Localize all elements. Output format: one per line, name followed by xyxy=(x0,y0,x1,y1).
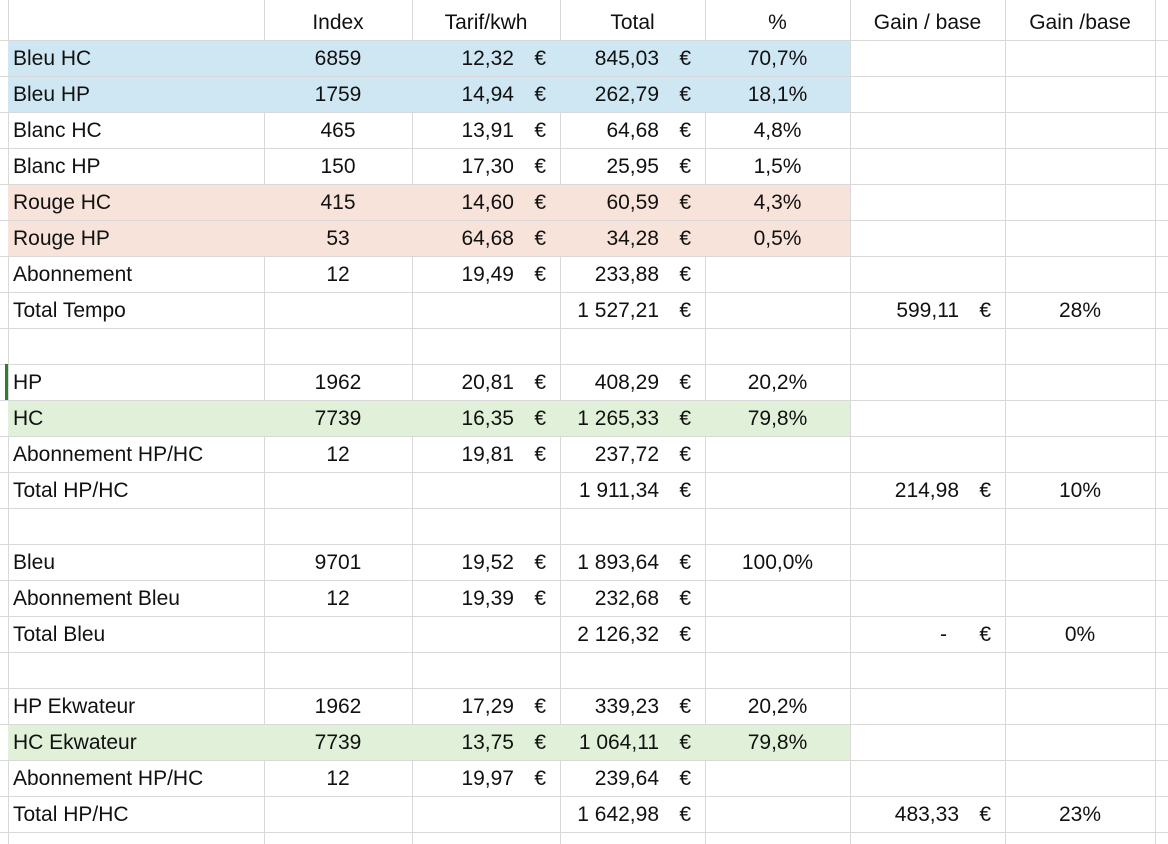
cell-total-value: 339,23 xyxy=(594,695,659,718)
currency-symbol: € xyxy=(534,443,546,466)
cell-total[interactable] xyxy=(560,41,705,76)
cell-gain[interactable] xyxy=(850,437,1005,472)
cell-gain-percent[interactable] xyxy=(1005,77,1155,112)
cell-percent[interactable] xyxy=(705,797,850,832)
cell-tarif-value: 19,97 xyxy=(461,767,514,790)
cell-tarif-value: 19,49 xyxy=(461,263,514,286)
cell-gain-percent[interactable] xyxy=(1005,689,1155,724)
cell-index[interactable]: 12 xyxy=(326,443,350,466)
currency-symbol: € xyxy=(534,407,546,430)
cell-total-value: 25,95 xyxy=(606,155,659,178)
cell-gain[interactable] xyxy=(850,545,1005,580)
cell-tarif[interactable] xyxy=(412,401,560,436)
cell-percent[interactable] xyxy=(705,509,850,544)
cell-gain-percent[interactable] xyxy=(1005,113,1155,148)
cell-gain-percent[interactable] xyxy=(1005,653,1155,688)
cell-tarif[interactable] xyxy=(412,77,560,112)
cell-gain-percent[interactable]: 0% xyxy=(1064,623,1096,646)
cell-total-value: 64,68 xyxy=(606,119,659,142)
cell-total[interactable] xyxy=(560,509,705,544)
cell-gain[interactable] xyxy=(850,149,1005,184)
currency-symbol: € xyxy=(534,119,546,142)
cell-total[interactable] xyxy=(560,77,705,112)
cell-total[interactable] xyxy=(560,329,705,364)
cell-label[interactable]: Rouge HC xyxy=(8,185,264,220)
cell-total[interactable] xyxy=(560,725,705,760)
currency-symbol: € xyxy=(534,83,546,106)
cell-total[interactable] xyxy=(560,761,705,796)
table-row xyxy=(0,509,1168,545)
currency-symbol: € xyxy=(534,191,546,214)
cell-index[interactable]: 1759 xyxy=(264,77,412,112)
header-cell-gain[interactable]: Gain / base xyxy=(873,11,982,34)
cell-tarif-value: 13,75 xyxy=(461,731,514,754)
cell-label[interactable]: Abonnement xyxy=(13,263,133,286)
cell-tarif-value: 17,30 xyxy=(461,155,514,178)
cell-total[interactable] xyxy=(560,113,705,148)
cell-tarif[interactable] xyxy=(412,653,560,688)
cell-total[interactable] xyxy=(560,293,705,328)
table-row xyxy=(0,77,1168,113)
cell-total[interactable] xyxy=(560,149,705,184)
cell-gain-percent[interactable] xyxy=(1005,437,1155,472)
cell-percent[interactable]: 79,8% xyxy=(705,725,850,760)
cell-total[interactable] xyxy=(560,545,705,580)
cell-index[interactable]: 12 xyxy=(326,587,350,610)
cell-label[interactable]: HC Ekwateur xyxy=(8,725,264,760)
cell-label[interactable]: Total Bleu xyxy=(13,623,106,646)
cell-percent[interactable]: 20,2% xyxy=(747,371,808,394)
cell-total[interactable] xyxy=(560,617,705,652)
cell-total-value: 408,29 xyxy=(594,371,659,394)
currency-symbol: € xyxy=(534,551,546,574)
cell-index[interactable]: 415 xyxy=(264,185,412,220)
cell-gain-percent[interactable] xyxy=(1005,725,1155,760)
currency-symbol: € xyxy=(679,443,691,466)
cell-gain[interactable] xyxy=(850,365,1005,400)
cell-index[interactable] xyxy=(264,473,412,508)
table-row xyxy=(0,437,1168,473)
currency-symbol: € xyxy=(679,803,691,826)
cell-label[interactable]: Bleu HC xyxy=(8,41,264,76)
cell-tarif-value: 14,60 xyxy=(461,191,514,214)
currency-symbol: € xyxy=(679,767,691,790)
cell-percent[interactable]: 1,5% xyxy=(753,155,802,178)
table-row xyxy=(0,257,1168,293)
currency-symbol: € xyxy=(679,191,691,214)
cell-gain[interactable] xyxy=(850,761,1005,796)
cell-gain[interactable] xyxy=(850,293,1005,328)
cell-label[interactable] xyxy=(8,509,264,544)
cell-tarif[interactable] xyxy=(412,689,560,724)
currency-symbol: € xyxy=(679,731,691,754)
table-row xyxy=(0,365,1168,401)
header-cell-gain-percent[interactable]: Gain /base xyxy=(1029,11,1131,34)
header-cell-label[interactable] xyxy=(8,5,264,40)
cell-tarif[interactable] xyxy=(412,761,560,796)
currency-symbol: € xyxy=(679,263,691,286)
cell-tarif[interactable] xyxy=(412,581,560,616)
cell-gain[interactable] xyxy=(850,581,1005,616)
table-row xyxy=(0,545,1168,581)
cell-gain-percent[interactable] xyxy=(1005,329,1155,364)
cell-total[interactable] xyxy=(560,437,705,472)
cell-total[interactable] xyxy=(560,473,705,508)
currency-symbol: € xyxy=(534,371,546,394)
cell-total-value: 60,59 xyxy=(606,191,659,214)
cell-index[interactable] xyxy=(264,509,412,544)
cell-gain[interactable] xyxy=(850,401,1005,436)
cell-percent[interactable] xyxy=(705,293,850,328)
table-row xyxy=(0,41,1168,77)
cell-total[interactable] xyxy=(560,653,705,688)
cell-percent[interactable] xyxy=(705,761,850,796)
cell-total[interactable] xyxy=(560,365,705,400)
cell-tarif-value: 16,35 xyxy=(461,407,514,430)
cell-label[interactable]: Blanc HP xyxy=(13,155,101,178)
cell-gain[interactable] xyxy=(850,329,1005,364)
cell-total-value: 1 527,21 xyxy=(577,299,659,322)
cell-tarif[interactable] xyxy=(412,797,560,832)
currency-symbol: € xyxy=(679,695,691,718)
cell-total[interactable] xyxy=(560,581,705,616)
cell-gain-value: 599,11 xyxy=(896,299,959,322)
cell-tarif[interactable] xyxy=(412,473,560,508)
cell-gain-percent[interactable] xyxy=(1005,401,1155,436)
cell-label[interactable]: Bleu HP xyxy=(8,77,264,112)
cell-total-value: 237,72 xyxy=(594,443,659,466)
currency-symbol: € xyxy=(679,587,691,610)
cell-tarif[interactable] xyxy=(412,293,560,328)
cell-percent[interactable]: 79,8% xyxy=(705,401,850,436)
cell-gain-percent[interactable] xyxy=(1005,185,1155,220)
cell-index[interactable] xyxy=(264,797,412,832)
cell-tarif[interactable] xyxy=(412,437,560,472)
cell-total-value: 2 126,32 xyxy=(577,623,659,646)
cell-tarif-value: 19,81 xyxy=(461,443,514,466)
cell-percent[interactable] xyxy=(705,617,850,652)
cell-total[interactable] xyxy=(560,257,705,292)
cell-percent[interactable] xyxy=(705,653,850,688)
currency-symbol: € xyxy=(534,587,546,610)
table-row xyxy=(0,221,1168,257)
cell-percent[interactable]: 4,3% xyxy=(705,185,850,220)
currency-symbol: € xyxy=(679,623,691,646)
currency-symbol: € xyxy=(679,479,691,502)
table-row xyxy=(0,653,1168,689)
cell-tarif[interactable] xyxy=(412,617,560,652)
currency-symbol: € xyxy=(534,695,546,718)
header-cell-total[interactable]: Total xyxy=(610,11,655,34)
cell-percent[interactable]: 4,8% xyxy=(753,119,802,142)
currency-symbol: € xyxy=(679,371,691,394)
cell-percent[interactable]: 100,0% xyxy=(741,551,814,574)
cell-gain[interactable] xyxy=(850,41,1005,76)
cell-total-value: 1 265,33 xyxy=(577,407,659,430)
cell-tarif[interactable] xyxy=(412,221,560,256)
cell-label[interactable] xyxy=(8,329,264,364)
cell-tarif[interactable] xyxy=(412,365,560,400)
currency-symbol: € xyxy=(534,263,546,286)
cell-tarif[interactable] xyxy=(412,113,560,148)
cell-tarif[interactable] xyxy=(412,257,560,292)
cell-index[interactable]: 150 xyxy=(320,155,356,178)
table-row xyxy=(0,473,1168,509)
currency-symbol: € xyxy=(979,479,991,502)
currency-symbol: € xyxy=(679,47,691,70)
table-row xyxy=(0,149,1168,185)
cell-gain-percent[interactable] xyxy=(1005,545,1155,580)
cell-percent[interactable] xyxy=(705,473,850,508)
cell-tarif[interactable] xyxy=(412,185,560,220)
currency-symbol: € xyxy=(534,731,546,754)
cell-label[interactable]: Bleu xyxy=(13,551,56,574)
currency-symbol: € xyxy=(979,623,991,646)
table-row xyxy=(0,689,1168,725)
cell-total-value: 233,88 xyxy=(594,263,659,286)
cell-index[interactable]: 1962 xyxy=(314,371,362,394)
cell-gain[interactable] xyxy=(850,77,1005,112)
cell-total-value: 845,03 xyxy=(594,47,659,70)
cell-index[interactable]: 12 xyxy=(326,263,350,286)
table-row xyxy=(0,401,1168,437)
cell-gain[interactable] xyxy=(850,725,1005,760)
cell-label[interactable]: HP xyxy=(13,371,43,394)
cell-index[interactable] xyxy=(264,293,412,328)
cell-gain-value: - xyxy=(940,623,947,646)
cell-label[interactable]: Total HP/HC xyxy=(13,479,129,502)
cell-index[interactable]: 465 xyxy=(320,119,356,142)
header-cell-percent[interactable]: % xyxy=(768,11,787,34)
table-row xyxy=(0,797,1168,833)
cell-gain-percent[interactable]: 23% xyxy=(1058,803,1102,826)
cell-gain-percent[interactable] xyxy=(1005,509,1155,544)
cell-gain-value: 214,98 xyxy=(894,479,959,502)
selected-cell-indicator xyxy=(5,364,8,400)
cell-percent[interactable] xyxy=(705,329,850,364)
currency-symbol: € xyxy=(679,227,691,250)
table-row xyxy=(0,725,1168,761)
cell-tarif-value: 17,29 xyxy=(461,695,514,718)
cell-label[interactable]: HP Ekwateur xyxy=(13,695,136,718)
header-cell-tarif[interactable]: Tarif/kwh xyxy=(444,11,528,34)
cell-gain[interactable] xyxy=(850,689,1005,724)
cell-total-value: 1 642,98 xyxy=(577,803,659,826)
cell-gain[interactable] xyxy=(850,257,1005,292)
cell-gain-percent[interactable] xyxy=(1005,761,1155,796)
cell-percent[interactable] xyxy=(705,257,850,292)
currency-symbol: € xyxy=(534,767,546,790)
cell-gain-percent[interactable]: 10% xyxy=(1058,479,1102,502)
cell-total[interactable] xyxy=(560,401,705,436)
header-row xyxy=(0,5,1168,41)
currency-symbol: € xyxy=(979,299,991,322)
cell-gain[interactable] xyxy=(850,653,1005,688)
currency-symbol: € xyxy=(979,803,991,826)
cell-gain-percent[interactable] xyxy=(1005,257,1155,292)
cell-total-value: 1 893,64 xyxy=(577,551,659,574)
cell-gain-percent[interactable]: 28% xyxy=(1058,299,1102,322)
cell-label[interactable]: Blanc HC xyxy=(13,119,102,142)
cell-percent[interactable] xyxy=(705,581,850,616)
cell-gain[interactable] xyxy=(850,509,1005,544)
currency-symbol: € xyxy=(534,47,546,70)
cell-label[interactable]: Abonnement HP/HC xyxy=(13,767,204,790)
cell-index[interactable]: 7739 xyxy=(264,401,412,436)
currency-symbol: € xyxy=(534,227,546,250)
cell-tarif[interactable] xyxy=(412,149,560,184)
cell-tarif-value: 20,81 xyxy=(461,371,514,394)
cell-index[interactable]: 53 xyxy=(264,221,412,256)
cell-tarif[interactable] xyxy=(412,329,560,364)
cell-tarif[interactable] xyxy=(412,725,560,760)
table-row xyxy=(0,185,1168,221)
cell-tarif[interactable] xyxy=(412,41,560,76)
cell-gain-percent[interactable] xyxy=(1005,365,1155,400)
currency-symbol: € xyxy=(679,83,691,106)
cell-total[interactable] xyxy=(560,221,705,256)
table-row xyxy=(0,293,1168,329)
table-row xyxy=(0,761,1168,797)
cell-index[interactable] xyxy=(264,653,412,688)
cell-gain-percent[interactable] xyxy=(1005,221,1155,256)
cell-total[interactable] xyxy=(560,689,705,724)
currency-symbol: € xyxy=(679,119,691,142)
table-row xyxy=(0,617,1168,653)
cell-label[interactable]: Abonnement Bleu xyxy=(13,587,180,610)
cell-index[interactable] xyxy=(264,329,412,364)
cell-percent[interactable] xyxy=(705,437,850,472)
cell-index[interactable]: 6859 xyxy=(264,41,412,76)
cell-gain-percent[interactable] xyxy=(1005,149,1155,184)
cell-index[interactable]: 1962 xyxy=(314,695,362,718)
cell-label[interactable]: Abonnement HP/HC xyxy=(13,443,204,466)
cell-total-value: 34,28 xyxy=(606,227,659,250)
cell-label[interactable]: Total Tempo xyxy=(13,299,126,322)
cell-gain[interactable] xyxy=(850,185,1005,220)
cell-index[interactable]: 7739 xyxy=(264,725,412,760)
currency-symbol: € xyxy=(679,155,691,178)
cell-gain[interactable] xyxy=(850,617,1005,652)
table-row xyxy=(0,581,1168,617)
currency-symbol: € xyxy=(534,155,546,178)
cell-label[interactable]: Total HP/HC xyxy=(13,803,129,826)
cell-tarif-value: 14,94 xyxy=(461,83,514,106)
cell-percent[interactable]: 0,5% xyxy=(705,221,850,256)
cell-gain-percent[interactable] xyxy=(1005,581,1155,616)
cell-tarif[interactable] xyxy=(412,545,560,580)
currency-symbol: € xyxy=(679,299,691,322)
cell-label[interactable]: Rouge HP xyxy=(8,221,264,256)
cell-tarif-value: 19,52 xyxy=(461,551,514,574)
table-row xyxy=(0,113,1168,149)
cell-label[interactable] xyxy=(8,653,264,688)
cell-index[interactable]: 9701 xyxy=(314,551,362,574)
cell-total[interactable] xyxy=(560,797,705,832)
cell-label[interactable]: HC xyxy=(8,401,264,436)
cell-tarif-value: 13,91 xyxy=(461,119,514,142)
header-cell-index[interactable]: Index xyxy=(312,11,364,34)
cell-total-value: 239,64 xyxy=(594,767,659,790)
cell-gain-value: 483,33 xyxy=(894,803,959,826)
table-row xyxy=(0,329,1168,365)
currency-symbol: € xyxy=(679,407,691,430)
cell-gain[interactable] xyxy=(850,797,1005,832)
cell-tarif-value: 12,32 xyxy=(461,47,514,70)
cell-tarif[interactable] xyxy=(412,509,560,544)
cell-gain-percent[interactable] xyxy=(1005,41,1155,76)
cell-total-value: 1 911,34 xyxy=(578,479,659,502)
cell-total-value: 232,68 xyxy=(594,587,659,610)
currency-symbol: € xyxy=(679,551,691,574)
cell-percent[interactable]: 70,7% xyxy=(705,41,850,76)
cell-index[interactable] xyxy=(264,617,412,652)
cell-total-value: 262,79 xyxy=(594,83,659,106)
cell-gain[interactable] xyxy=(850,473,1005,508)
cell-percent[interactable]: 20,2% xyxy=(747,695,808,718)
cell-total-value: 1 064,11 xyxy=(578,731,659,754)
cell-tarif-value: 64,68 xyxy=(461,227,514,250)
cell-percent[interactable]: 18,1% xyxy=(705,77,850,112)
cell-index[interactable]: 12 xyxy=(326,767,350,790)
cell-tarif-value: 19,39 xyxy=(461,587,514,610)
cell-gain[interactable] xyxy=(850,113,1005,148)
cell-gain[interactable] xyxy=(850,221,1005,256)
cell-total[interactable] xyxy=(560,185,705,220)
